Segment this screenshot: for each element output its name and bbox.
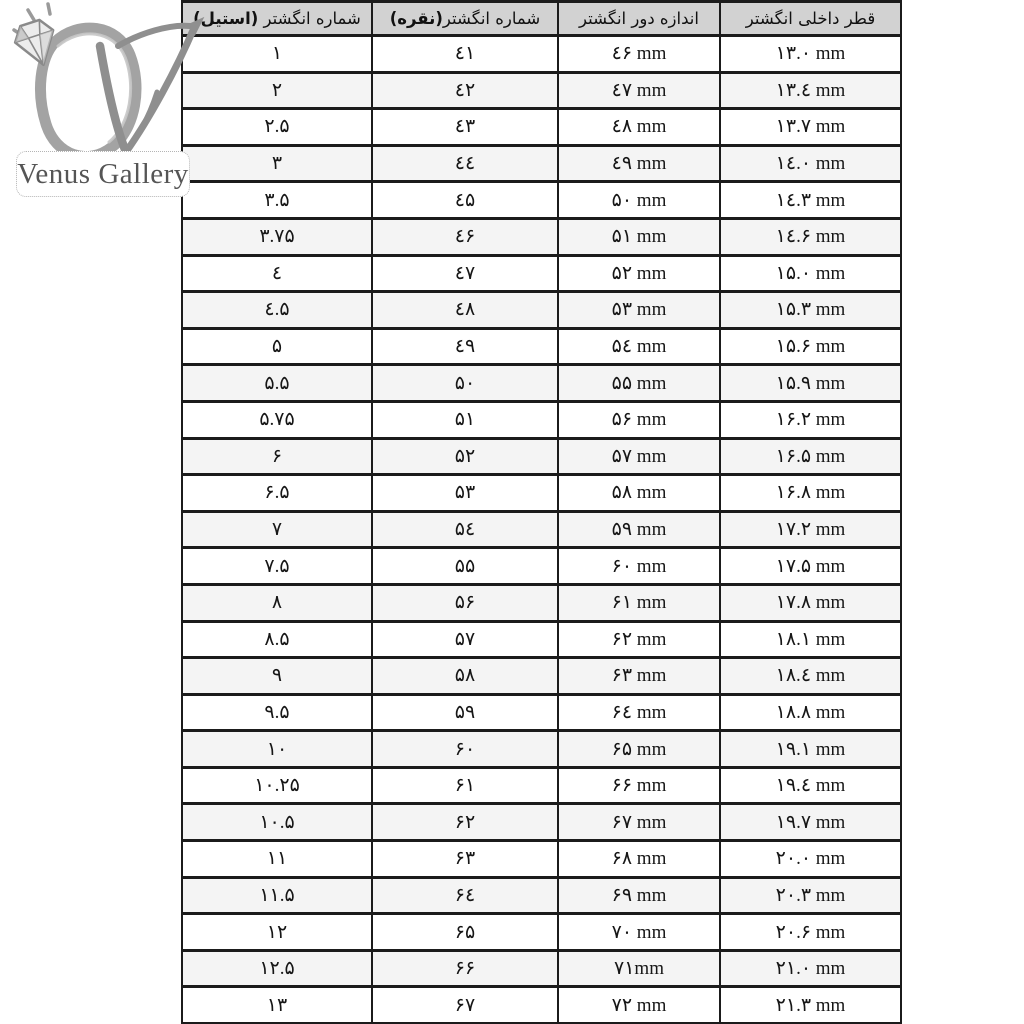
table-cell: ۶۳ xyxy=(372,841,558,878)
table-row xyxy=(182,804,901,841)
table-row xyxy=(182,731,901,768)
table-cell: ۶ xyxy=(182,438,372,475)
table-cell: ۹ xyxy=(182,658,372,695)
table-cell: ۷۰ mm xyxy=(558,914,720,951)
table-cell: ۱۰.۵ xyxy=(182,804,372,841)
table-row xyxy=(182,584,901,621)
table-row xyxy=(182,292,901,329)
table-cell: ۱۹.۱ mm xyxy=(720,731,901,768)
table-cell: ۱۰ xyxy=(182,731,372,768)
table-cell: ۶۷ mm xyxy=(558,804,720,841)
table-cell: ۵۸ mm xyxy=(558,475,720,512)
table-cell: ۶٤ xyxy=(372,877,558,914)
table-row xyxy=(182,548,901,585)
table-row xyxy=(182,658,901,695)
ring-band-icon xyxy=(40,28,136,156)
table-cell: ۶۶ xyxy=(372,950,558,987)
table-cell: ۷ xyxy=(182,511,372,548)
table-cell: ٤۹ mm xyxy=(558,145,720,182)
table-cell: ۲۰.۳ mm xyxy=(720,877,901,914)
table-row xyxy=(182,109,901,146)
table-cell: ۱۵.۳ mm xyxy=(720,292,901,329)
table-cell: ٤۵ xyxy=(372,182,558,219)
table-cell: ۵۰ xyxy=(372,365,558,402)
table-cell: ۱۲ xyxy=(182,914,372,951)
table-row xyxy=(182,694,901,731)
table-row xyxy=(182,950,901,987)
table-cell: ۶۵ mm xyxy=(558,731,720,768)
table-row xyxy=(182,328,901,365)
table-row xyxy=(182,72,901,109)
table-cell: ٤۸ mm xyxy=(558,109,720,146)
table-cell: ۱۰.۲۵ xyxy=(182,767,372,804)
table-cell: ۲۰.۶ mm xyxy=(720,914,901,951)
table-cell: ۶۵ xyxy=(372,914,558,951)
brand-name: Venus Gallery xyxy=(17,157,189,190)
table-row xyxy=(182,987,901,1024)
table-row xyxy=(182,841,901,878)
table-cell: ۱٤.۳ mm xyxy=(720,182,901,219)
table-cell: ۲.۵ xyxy=(182,109,372,146)
table-row xyxy=(182,511,901,548)
table-cell: ٤۶ mm xyxy=(558,36,720,73)
table-cell: ۱۶.۵ mm xyxy=(720,438,901,475)
table-cell: ۲۱.۰ mm xyxy=(720,950,901,987)
table-cell: ۱٤.۶ mm xyxy=(720,218,901,255)
table-cell: ۵۱ xyxy=(372,401,558,438)
table-cell: ۵٤ xyxy=(372,511,558,548)
table-cell: ٤۷ mm xyxy=(558,72,720,109)
table-cell: ۶.۵ xyxy=(182,475,372,512)
table-row xyxy=(182,438,901,475)
brand-name-box xyxy=(16,151,190,197)
table-cell: ۵۵ mm xyxy=(558,365,720,402)
table-row xyxy=(182,401,901,438)
table-cell: ٤ xyxy=(182,255,372,292)
table-cell: ٤۳ xyxy=(372,109,558,146)
table-cell: ۲ xyxy=(182,72,372,109)
table-cell: ۱۷.۵ mm xyxy=(720,548,901,585)
table-cell: ۵۷ mm xyxy=(558,438,720,475)
table-cell: ۹.۵ xyxy=(182,694,372,731)
table-cell: ۷.۵ xyxy=(182,548,372,585)
table-cell: ٤۹ xyxy=(372,328,558,365)
table-cell: ۵.۷۵ xyxy=(182,401,372,438)
table-cell: ۵۹ xyxy=(372,694,558,731)
table-row xyxy=(182,145,901,182)
table-row xyxy=(182,365,901,402)
table-cell: ۱۳.۰ mm xyxy=(720,36,901,73)
table-cell: ۵۸ xyxy=(372,658,558,695)
table-cell: ۱۲.۵ xyxy=(182,950,372,987)
table-cell: ۱۱.۵ xyxy=(182,877,372,914)
table-cell: ۶۷ xyxy=(372,987,558,1024)
table-cell: ۶۱ xyxy=(372,767,558,804)
table-row xyxy=(182,182,901,219)
table-cell: ۵۰ mm xyxy=(558,182,720,219)
table-cell: ۱۱ xyxy=(182,841,372,878)
table-cell: ۵۳ mm xyxy=(558,292,720,329)
table-cell: ۱۸.٤ mm xyxy=(720,658,901,695)
table-cell: ۳.۵ xyxy=(182,182,372,219)
table-body xyxy=(182,36,901,1024)
table-cell: ۵۶ xyxy=(372,584,558,621)
table-cell: ۵٤ mm xyxy=(558,328,720,365)
table-cell: ۱۳.۷ mm xyxy=(720,109,901,146)
table-cell: ۵.۵ xyxy=(182,365,372,402)
table-row xyxy=(182,767,901,804)
table-cell: ۳ xyxy=(182,145,372,182)
table-cell: ٤۷ xyxy=(372,255,558,292)
table-cell: ۱۳.٤ mm xyxy=(720,72,901,109)
table-cell: ۵ xyxy=(182,328,372,365)
table-cell: ۵۱ mm xyxy=(558,218,720,255)
table-cell: ۱ xyxy=(182,36,372,73)
table-cell: ۱۹.۷ mm xyxy=(720,804,901,841)
diamond-icon xyxy=(11,17,63,71)
table-cell: ٤.۵ xyxy=(182,292,372,329)
table-cell: ۱۸.۱ mm xyxy=(720,621,901,658)
table-cell: ۷۱mm xyxy=(558,950,720,987)
table-cell: ۱۵.۹ mm xyxy=(720,365,901,402)
table-cell: ٤۱ xyxy=(372,36,558,73)
table-row xyxy=(182,877,901,914)
table-cell: ۶۳ mm xyxy=(558,658,720,695)
table-row xyxy=(182,914,901,951)
table-cell: ۱٤.۰ mm xyxy=(720,145,901,182)
table-cell: ۶۸ mm xyxy=(558,841,720,878)
table-cell: ۱۶.۲ mm xyxy=(720,401,901,438)
header-ring-circumference: اندازه دور انگشتر xyxy=(558,2,720,36)
table-cell: ۶۲ xyxy=(372,804,558,841)
table-row xyxy=(182,255,901,292)
table-cell: ۲۰.۰ mm xyxy=(720,841,901,878)
table-cell: ۵۶ mm xyxy=(558,401,720,438)
table-cell: ۱۷.۲ mm xyxy=(720,511,901,548)
table-cell: ٤۶ xyxy=(372,218,558,255)
header-ring-inner-diameter: قطر داخلی انگشتر xyxy=(720,2,901,36)
table-cell: ۸ xyxy=(182,584,372,621)
table-cell: ۶۶ mm xyxy=(558,767,720,804)
table-cell: ۵۲ mm xyxy=(558,255,720,292)
table-cell: ۸.۵ xyxy=(182,621,372,658)
header-steel-ring-number: شماره انگشتر (استیل) xyxy=(182,2,372,36)
sparkle-icon xyxy=(14,4,50,36)
table-row xyxy=(182,218,901,255)
table-cell: ۵۲ xyxy=(372,438,558,475)
table-cell: ۵۷ xyxy=(372,621,558,658)
table-cell: ۵۵ xyxy=(372,548,558,585)
table-cell: ۶۰ mm xyxy=(558,548,720,585)
header-silver-ring-number: شماره انگشتر(نقره) xyxy=(372,2,558,36)
table-cell: ۱۹.٤ mm xyxy=(720,767,901,804)
table-cell: ۵۳ xyxy=(372,475,558,512)
table-cell: ۶٤ mm xyxy=(558,694,720,731)
table-cell: ٤۲ xyxy=(372,72,558,109)
table-cell: ٤٤ xyxy=(372,145,558,182)
table-cell: ۶۲ mm xyxy=(558,621,720,658)
ring-size-table xyxy=(181,0,901,1024)
table-cell: ۳.۷۵ xyxy=(182,218,372,255)
table-cell: ۶۰ xyxy=(372,731,558,768)
table-cell: ۱۵.۶ mm xyxy=(720,328,901,365)
table-cell: ۶۹ mm xyxy=(558,877,720,914)
table-cell: ۲۱.۳ mm xyxy=(720,987,901,1024)
table-row xyxy=(182,36,901,73)
table-cell: ۵۹ mm xyxy=(558,511,720,548)
table-row xyxy=(182,475,901,512)
ring-size-conversion-table xyxy=(181,0,902,1024)
table-cell: ۱۵.۰ mm xyxy=(720,255,901,292)
table-cell: ٤۸ xyxy=(372,292,558,329)
table-row xyxy=(182,621,901,658)
table-cell: ۷۲ mm xyxy=(558,987,720,1024)
table-cell: ۱۶.۸ mm xyxy=(720,475,901,512)
table-cell: ۱۸.۸ mm xyxy=(720,694,901,731)
table-cell: ۱۳ xyxy=(182,987,372,1024)
table-cell: ۶۱ mm xyxy=(558,584,720,621)
table-header xyxy=(182,2,901,36)
table-cell: ۱۷.۸ mm xyxy=(720,584,901,621)
